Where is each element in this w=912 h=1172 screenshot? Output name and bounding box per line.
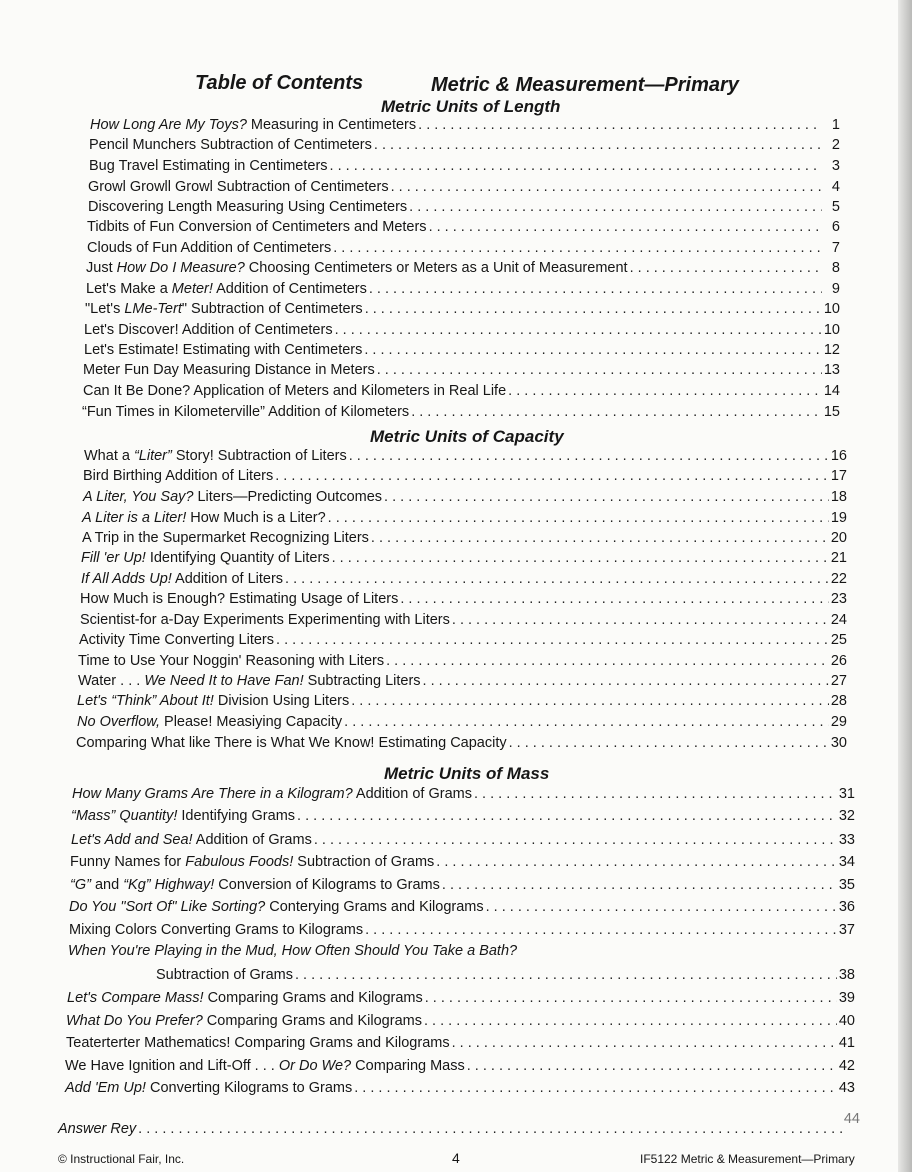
dot-leader [363,922,837,938]
toc-entry[interactable] [83,489,847,509]
toc-entry-title [65,1058,465,1074]
dot-leader [421,673,829,689]
title-italic: What Do You Prefer? [66,1013,203,1029]
toc-entry[interactable] [84,448,847,468]
page-number: 7 [831,240,840,257]
dot-leader [349,693,829,709]
page-number: 9 [831,280,840,297]
dot-leader [422,1013,837,1029]
toc-entry-title [88,179,389,195]
page-number: 41 [838,1035,855,1052]
title-text: We Have Ignition and Lift-Off . . . [65,1057,279,1074]
dot-leader [628,260,822,276]
dot-leader [384,653,829,669]
title-italic: If All Adds Up! [81,571,172,588]
toc-entry-title [89,158,328,174]
title-text: Teaterterter Mathematics! Comparing Grams and Kilograms [66,1035,450,1052]
dot-leader [407,199,822,215]
dot-leader [328,158,822,174]
page-number: 34 [838,854,855,871]
toc-entry-title [82,510,326,526]
toc-entry[interactable] [82,404,840,424]
page-number: 4 [831,178,840,195]
toc-entry[interactable] [86,281,840,301]
title-italic: How Long Are My Toys? [90,117,247,133]
page-number: 10 [823,322,840,338]
toc-entry[interactable] [71,808,855,828]
dot-leader [372,137,822,153]
toc-entry-title [58,1121,136,1137]
dot-leader [333,322,822,338]
toc-entry[interactable] [86,260,840,280]
dot-leader [427,219,822,235]
dot-leader [274,632,829,648]
title-text: Growl Growll Growl Subtraction of Centimeters [88,178,389,195]
title-text: " Subtraction of Centimeters [181,300,363,317]
title-text: Pencil Munchers Subtraction of Centimeters [89,137,372,154]
title-text: Discovering Length Measuring Using Centimeters [88,198,408,215]
dot-leader [331,240,822,256]
toc-entry-title [76,735,507,751]
dot-leader [352,1080,837,1096]
title-italic: “Kg” Highway! [123,876,215,893]
dot-leader [434,854,837,870]
toc-entry-title [79,632,274,648]
page-number: 26 [830,653,847,669]
title-text: Subtraction of Grams [156,967,293,984]
toc-entry[interactable] [66,1035,855,1055]
page-number: 37 [838,922,855,939]
page-number: 24 [830,611,847,628]
page-number: 18 [830,489,847,506]
title-italic: Meter! [171,280,213,297]
title-text: Mixing Colors Converting Grams to Kilograms [69,922,364,939]
toc-entry[interactable] [85,301,840,321]
toc-entry[interactable] [87,219,840,239]
title-text: Scientist-for a-Day Experiments Experimenting with Liters [80,611,450,628]
toc-entry[interactable] [81,550,847,570]
title-text: Comparing Mass [351,1057,465,1074]
section-heading: Metric Units of Capacity [370,427,564,446]
page-number: 31 [838,786,855,802]
page-number: 27 [830,673,847,690]
title-text: How Much is a Liter? [186,509,326,526]
dot-leader [363,301,822,317]
title-text: and [90,876,124,893]
page-number: 28 [830,693,847,710]
page-number: 22 [830,571,847,588]
toc-entry-title [80,591,398,607]
title-text: Choosing Centimeters or Meters as a Unit of Measurement [244,260,628,277]
toc-entry[interactable] [88,199,840,219]
title-italic: LMe-Tert [124,300,182,317]
toc-entry-title [84,322,333,338]
dot-leader [367,281,822,297]
book-title: Metric & Measurement—Primary [431,74,739,96]
title-text: Please! Measiying Capacity [160,713,343,730]
toc-entry[interactable] [69,899,855,919]
page-number: 30 [830,734,847,751]
page-number: 15 [823,403,840,420]
title-text: Addition of Grams [192,831,312,848]
title-text: Converting Kilograms to Grams [145,1080,353,1097]
title-italic: Fill 'er Up! [81,550,146,566]
title-text: Bird Birthing Addition of Liters [83,468,274,485]
toc-entry[interactable] [87,240,840,260]
toc-entry[interactable] [66,1013,855,1033]
dot-leader [375,362,822,378]
page-number: 43 [838,1080,855,1097]
toc-entry[interactable] [80,591,847,611]
title-text: Subtracting Liters [303,673,421,690]
page-number: 29 [830,713,847,730]
toc-entry-title [77,693,349,709]
title-italic: Answer Rey [58,1121,137,1137]
title-text: Meter Fun Day Measuring Distance in Meters [83,362,375,379]
dot-leader [283,571,829,587]
toc-entry-title [87,240,331,256]
title-text: Bug Travel Estimating in Centimeters [89,158,328,175]
toc-entry[interactable] [81,571,847,591]
page-number: 6 [831,219,840,235]
toc-entry[interactable] [83,362,840,382]
page-number: 35 [838,876,855,893]
toc-entry[interactable] [65,1080,855,1100]
title-text: Let's Estimate! Estimating with Centimeters [84,342,363,359]
toc-entry[interactable] [84,322,840,342]
toc-entry[interactable] [72,786,855,806]
title-text: Addition of Centimeters [212,280,367,297]
title-text: Addition of Liters [171,571,284,588]
title-italic: A Liter is a Liter! [82,509,187,526]
toc-entry[interactable] [88,179,840,199]
page-number: 42 [838,1057,855,1074]
toc-entry[interactable] [78,653,847,673]
page-number: 36 [838,899,855,915]
dot-leader [326,510,829,526]
page-number: 13 [823,362,840,379]
toc-entry-title [66,1035,450,1051]
title-italic: “Mass” Quantity! [71,808,178,825]
toc-entry-title [78,673,421,689]
dot-leader [506,383,822,399]
toc-entry-title [78,653,384,669]
toc-entry[interactable] [82,510,847,530]
toc-entry-title [72,786,472,802]
dot-leader [342,714,829,730]
toc-entry-title [80,612,450,628]
toc-entry-title [81,571,283,587]
dot-leader [389,179,822,195]
title-text: Comparing What like There is What We Know! Estimating Capacity [76,734,507,751]
page-number: 5 [831,198,840,215]
toc-entry-title-continued: When You're Playing in the Mud, How Often Should You Take a Bath? [68,942,518,959]
title-text: Conversion of Kilograms to Grams [214,876,440,893]
title-italic: “G” [70,876,91,893]
page-number: 25 [830,631,847,648]
toc-entry-title [82,404,409,420]
toc-entry[interactable] [79,632,847,652]
toc-entry[interactable] [69,922,855,942]
title-text: Just [86,260,117,277]
toc-entry-title [71,832,312,848]
dot-leader [423,990,837,1006]
toc-entry-title [83,489,382,505]
dot-leader [312,832,837,848]
page-number: 1 [831,117,840,133]
page-number: 38 [838,967,855,984]
title-text: Tidbits of Fun Conversion of Centimeters and Meters [87,219,427,235]
toc-entry-title [86,260,628,276]
title-italic: Let's Compare Mass! [67,989,204,1006]
title-text: Subtraction of Grams [293,854,435,871]
toc-entry-title [81,550,330,566]
title-italic: We Need It to Have Fan! [144,673,304,690]
page-number: 21 [830,550,847,566]
page-number: 20 [830,529,847,546]
page-number: 10 [823,300,840,317]
title-text: Comparing Grams and Kilograms [203,989,423,1006]
toc-entry[interactable] [80,612,847,632]
page-number: 16 [830,448,847,464]
title-text: Water . . . [78,673,145,690]
toc-entry-title [65,1080,352,1096]
title-italic: How Many Grams Are There in a Kilogram? [72,786,353,802]
page-number: 2 [831,137,840,154]
title-text: Time to Use Your Noggin' Reasoning with Liters [78,653,385,669]
toc-entry-title [85,301,363,317]
toc-entry-title [71,808,295,824]
toc-entry-title [156,967,293,983]
title-italic: Add 'Em Up! [65,1080,146,1097]
toc-entry-title [90,117,416,133]
toc-entry-title [89,137,372,153]
dot-leader [484,899,837,915]
title-text: Conterying Grams and Kilograms [265,899,484,915]
toc-entry[interactable] [65,1058,855,1078]
page-number: 23 [830,591,847,608]
title-text: “Fun Times in Kilometerville” Addition of Kilometers [82,403,410,420]
title-text: Let's Make a [86,280,172,297]
toc-entry-title [87,219,427,235]
toc-entry[interactable] [83,468,847,488]
toc-entry-title [69,899,484,915]
title-text: Let's Discover! Addition of Centimeters [84,322,333,338]
page-number: 8 [831,260,840,277]
toc-entry[interactable] [76,735,847,755]
footer-product: IF5122 Metric & Measurement—Primary [640,1152,855,1166]
title-italic: How Do I Measure? [116,260,245,277]
title-italic: Do You "Sort Of" Like Sorting? [69,899,266,915]
toc-entry-title [66,1013,422,1029]
title-italic: Or Do We? [278,1057,352,1074]
title-text: Identifying Quantity of Liters [145,550,330,566]
toc-entry-title [82,530,369,546]
dot-leader [450,612,829,628]
toc-entry-title [86,281,367,297]
page-number: 12 [823,342,840,359]
dot-leader [136,1121,842,1137]
toc-title: Table of Contents [195,72,364,94]
title-text: Identifying Grams [177,808,296,825]
footer-page-number: 4 [452,1150,460,1166]
dot-leader [450,1035,837,1051]
page-number: 17 [830,468,847,485]
title-text: Clouds of Fun Addition of Centimeters [87,240,332,257]
dot-leader [416,117,822,133]
title-text: Liters—Predicting Outcomes [193,489,383,506]
toc-entry[interactable] [77,693,847,713]
title-text: Comparing Grams and Kilograms [202,1013,422,1029]
toc-entry[interactable] [83,383,840,403]
title-text: Measuring in Centimeters [246,117,417,133]
toc-entry-title [77,714,342,730]
dot-leader [409,404,822,420]
toc-entry[interactable] [156,967,855,987]
dot-leader [295,808,837,824]
toc-entry[interactable] [70,877,855,897]
page-number: 32 [838,808,855,825]
dot-leader [273,468,829,484]
title-text: Addition of Grams [352,786,472,802]
toc-entry[interactable] [70,854,855,874]
toc-entry-answer-key[interactable] [58,1111,860,1141]
title-text: How Much is Enough? Estimating Usage of Liters [80,591,399,608]
page-number: 44 [843,1111,860,1127]
title-italic: Let's Add and Sea! [71,831,193,848]
page-number: 19 [830,509,847,526]
title-text: Story! Subtraction of Liters [171,448,347,464]
dot-leader [369,530,829,546]
page-edge-shadow [898,0,912,1172]
toc-entry-title [83,383,506,399]
toc-entry[interactable] [71,832,855,852]
toc-entry[interactable] [78,673,847,693]
title-text: Division Using Liters [213,693,350,710]
toc-entry-title [84,342,362,358]
dot-leader [347,448,829,464]
toc-entry-title [67,990,423,1006]
page-number: 33 [838,831,855,848]
title-italic: Fabulous Foods! [185,854,294,871]
title-italic: “Liter” [133,448,172,464]
title-text: Can It Be Done? Application of Meters and Kilometers in Real Life [83,382,507,399]
toc-entry[interactable] [89,158,840,178]
title-text: Activity Time Converting Liters [79,631,275,648]
title-italic: A Liter, You Say? [83,489,194,506]
dot-leader [465,1058,837,1074]
dot-leader [507,735,829,751]
section-heading: Metric Units of Mass [384,764,550,783]
toc-entry[interactable] [84,342,840,362]
toc-entry-title [83,468,273,484]
title-text: What a [84,448,134,464]
toc-entry[interactable] [90,117,840,137]
toc-entry-title [83,362,375,378]
page-number: 3 [831,158,840,175]
dot-leader [330,550,829,566]
title-italic: Let's “Think” About It! [77,693,214,710]
dot-leader [472,786,837,802]
section-heading: Metric Units of Length [381,97,561,116]
toc-entry-title [70,854,434,870]
dot-leader [440,877,837,893]
toc-entry[interactable] [82,530,847,550]
page-number: 14 [823,382,840,399]
dot-leader [398,591,829,607]
page-number: 39 [838,989,855,1006]
title-italic: No Overflow, [77,713,160,730]
toc-entry-title [88,199,407,215]
footer-copyright: © Instructional Fair, Inc. [58,1152,185,1166]
toc-entry[interactable] [89,137,840,157]
dot-leader [362,342,822,358]
page-number: 40 [838,1013,855,1029]
dot-leader [382,489,829,505]
toc-entry[interactable] [77,714,847,734]
title-text: "Let's [85,300,125,317]
title-text: Funny Names for [70,854,186,871]
toc-entry-title [84,448,347,464]
toc-entry-title [70,877,440,893]
toc-entry[interactable] [67,990,855,1010]
toc-entry-title [69,922,363,938]
dot-leader [293,967,837,983]
title-text: A Trip in the Supermarket Recognizing Liters [82,529,369,546]
